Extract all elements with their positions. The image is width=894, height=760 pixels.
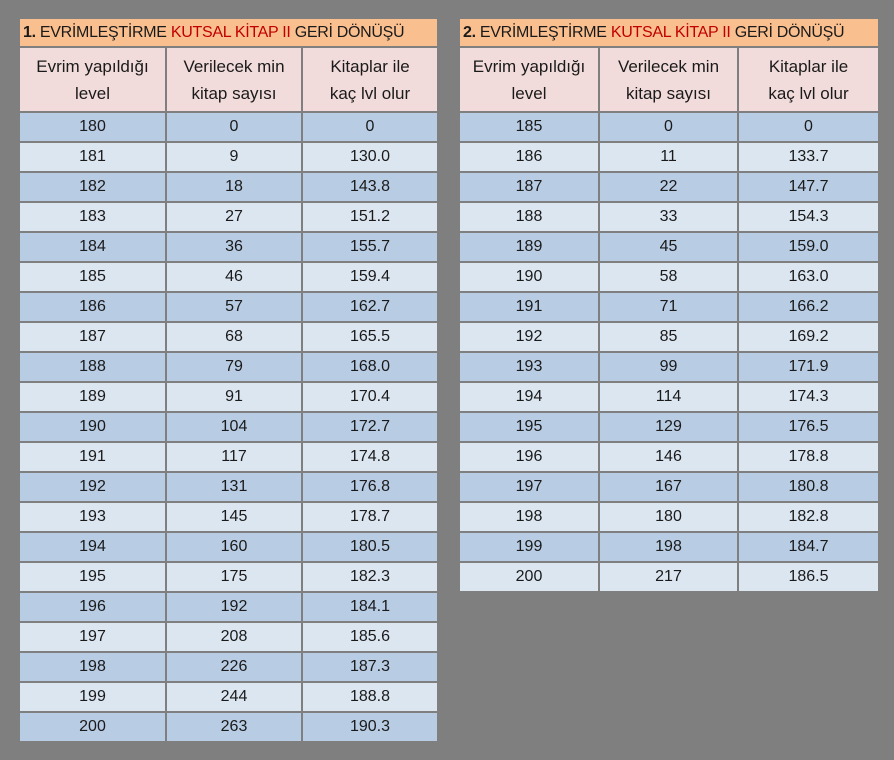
col-header-level [459,47,599,112]
col-header-lvl-result [738,47,879,112]
cell: 169.2 [738,322,879,352]
table-row [459,532,879,562]
table-1-grid [18,17,439,743]
table-row [19,502,438,532]
cell: 189 [19,382,166,412]
table-row [459,322,879,352]
cell: 146 [599,442,738,472]
table-2-title [459,18,879,47]
cell: 196 [459,442,599,472]
cell: 167 [599,472,738,502]
col-header-line: kitap sayısı [191,83,277,103]
col-header-line: kaç lvl olur [768,83,849,103]
cell: 197 [19,622,166,652]
title-highlight: KUTSAL KİTAP II [170,23,291,41]
cell: 182.3 [302,562,438,592]
cell: 117 [166,442,302,472]
table-row [459,442,879,472]
table-1-title [19,18,438,47]
table-row [19,532,438,562]
table-row [459,202,879,232]
cell: 22 [599,172,738,202]
cell: 71 [599,292,738,322]
col-header-level [19,47,166,112]
cell: 33 [599,202,738,232]
cell: 166.2 [738,292,879,322]
cell: 18 [166,172,302,202]
cell: 192 [459,322,599,352]
cell: 181 [19,142,166,172]
table-row [459,262,879,292]
table-row [459,142,879,172]
cell: 91 [166,382,302,412]
cell: 165.5 [302,322,438,352]
cell: 188.8 [302,682,438,712]
table-row [19,292,438,322]
cell: 244 [166,682,302,712]
cell: 188 [459,202,599,232]
cell: 160 [166,532,302,562]
cell: 189 [459,232,599,262]
cell: 36 [166,232,302,262]
table-row [19,622,438,652]
table-row [459,292,879,322]
table-1-header-row [19,47,438,112]
table-row [459,382,879,412]
cell: 184 [19,232,166,262]
cell: 176.5 [738,412,879,442]
cell: 187 [459,172,599,202]
table-row [459,472,879,502]
col-header-line: Verilecek min [183,56,285,76]
cell: 147.7 [738,172,879,202]
table-row [19,592,438,622]
cell: 186 [19,292,166,322]
table-2 [458,17,880,593]
cell: 163.0 [738,262,879,292]
table-row [19,322,438,352]
cell: 180 [19,112,166,142]
cell: 199 [459,532,599,562]
cell: 0 [738,112,879,142]
cell: 196 [19,592,166,622]
cell: 27 [166,202,302,232]
cell: 193 [19,502,166,532]
cell: 9 [166,142,302,172]
table-row [19,262,438,292]
cell: 174.3 [738,382,879,412]
cell: 131 [166,472,302,502]
table-row [19,682,438,712]
cell: 185.6 [302,622,438,652]
cell: 198 [459,502,599,532]
cell: 182.8 [738,502,879,532]
cell: 180.5 [302,532,438,562]
cell: 200 [19,712,166,742]
col-header-line: level [511,83,547,103]
cell: 159.0 [738,232,879,262]
cell: 186.5 [738,562,879,592]
cell: 187.3 [302,652,438,682]
cell: 170.4 [302,382,438,412]
table-1-body [19,112,438,742]
table-row [459,502,879,532]
col-header-line: Evrim yapıldığı [472,56,586,76]
table-row [459,112,879,142]
table-2-body [459,112,879,592]
table-2-header-row [459,47,879,112]
cell: 143.8 [302,172,438,202]
cell: 182 [19,172,166,202]
cell: 198 [19,652,166,682]
cell: 68 [166,322,302,352]
cell: 129 [599,412,738,442]
table-row [19,142,438,172]
cell: 197 [459,472,599,502]
cell: 194 [19,532,166,562]
table-row [19,382,438,412]
cell: 162.7 [302,292,438,322]
table-row [19,412,438,442]
cell: 191 [459,292,599,322]
col-header-line: Kitaplar ile [768,56,849,76]
cell: 184.1 [302,592,438,622]
table-2-grid [458,17,880,593]
cell: 190 [19,412,166,442]
table-row [459,412,879,442]
cell: 154.3 [738,202,879,232]
title-number: 1. [23,23,36,41]
cell: 187 [19,322,166,352]
table-1 [18,17,439,743]
title-text-pre: EVRİMLEŞTİRME [35,23,171,41]
cell: 145 [166,502,302,532]
table-row [19,352,438,382]
cell: 194 [459,382,599,412]
table-row [19,652,438,682]
col-header-line: Kitaplar ile [330,56,410,76]
table-row [19,562,438,592]
cell: 226 [166,652,302,682]
table-row [19,232,438,262]
table-row [19,712,438,742]
cell: 174.8 [302,442,438,472]
cell: 190.3 [302,712,438,742]
col-header-line: level [75,83,110,103]
cell: 186 [459,142,599,172]
cell: 0 [302,112,438,142]
cell: 180 [599,502,738,532]
cell: 79 [166,352,302,382]
cell: 0 [599,112,738,142]
table-2-title-row [459,18,879,47]
table-row [459,352,879,382]
table-row [19,172,438,202]
cell: 155.7 [302,232,438,262]
col-header-min-books [166,47,302,112]
cell: 183 [19,202,166,232]
title-number: 2. [463,23,476,41]
cell: 195 [459,412,599,442]
col-header-line: Verilecek min [617,56,720,76]
title-highlight: KUTSAL KİTAP II [610,23,731,41]
cell: 199 [19,682,166,712]
col-header-line: Evrim yapıldığı [36,56,149,76]
cell: 58 [599,262,738,292]
table-row [19,442,438,472]
cell: 263 [166,712,302,742]
col-header-min-books [599,47,738,112]
col-header-line: kitap sayısı [625,83,712,103]
cell: 198 [599,532,738,562]
cell: 217 [599,562,738,592]
cell: 192 [166,592,302,622]
cell: 99 [599,352,738,382]
cell: 190 [459,262,599,292]
cell: 11 [599,142,738,172]
table-row [19,112,438,142]
cell: 178.8 [738,442,879,472]
cell: 104 [166,412,302,442]
cell: 130.0 [302,142,438,172]
cell: 178.7 [302,502,438,532]
table-row [459,172,879,202]
table-row [19,472,438,502]
table-1-title-row [19,18,438,47]
table-row [459,232,879,262]
cell: 180.8 [738,472,879,502]
cell: 192 [19,472,166,502]
cell: 57 [166,292,302,322]
cell: 193 [459,352,599,382]
cell: 114 [599,382,738,412]
cell: 46 [166,262,302,292]
cell: 195 [19,562,166,592]
col-header-lvl-result [302,47,438,112]
cell: 0 [166,112,302,142]
cell: 168.0 [302,352,438,382]
title-text-post: GERİ DÖNÜŞÜ [730,23,845,41]
cell: 85 [599,322,738,352]
cell: 159.4 [302,262,438,292]
cell: 176.8 [302,472,438,502]
cell: 45 [599,232,738,262]
cell: 151.2 [302,202,438,232]
col-header-line: kaç lvl olur [329,83,411,103]
cell: 171.9 [738,352,879,382]
cell: 188 [19,352,166,382]
cell: 133.7 [738,142,879,172]
cell: 172.7 [302,412,438,442]
cell: 200 [459,562,599,592]
cell: 175 [166,562,302,592]
table-row [19,202,438,232]
title-text-pre: EVRİMLEŞTİRME [475,23,611,41]
title-text-post: GERİ DÖNÜŞÜ [290,23,405,41]
cell: 185 [459,112,599,142]
cell: 208 [166,622,302,652]
cell: 184.7 [738,532,879,562]
cell: 185 [19,262,166,292]
table-row [459,562,879,592]
cell: 191 [19,442,166,472]
